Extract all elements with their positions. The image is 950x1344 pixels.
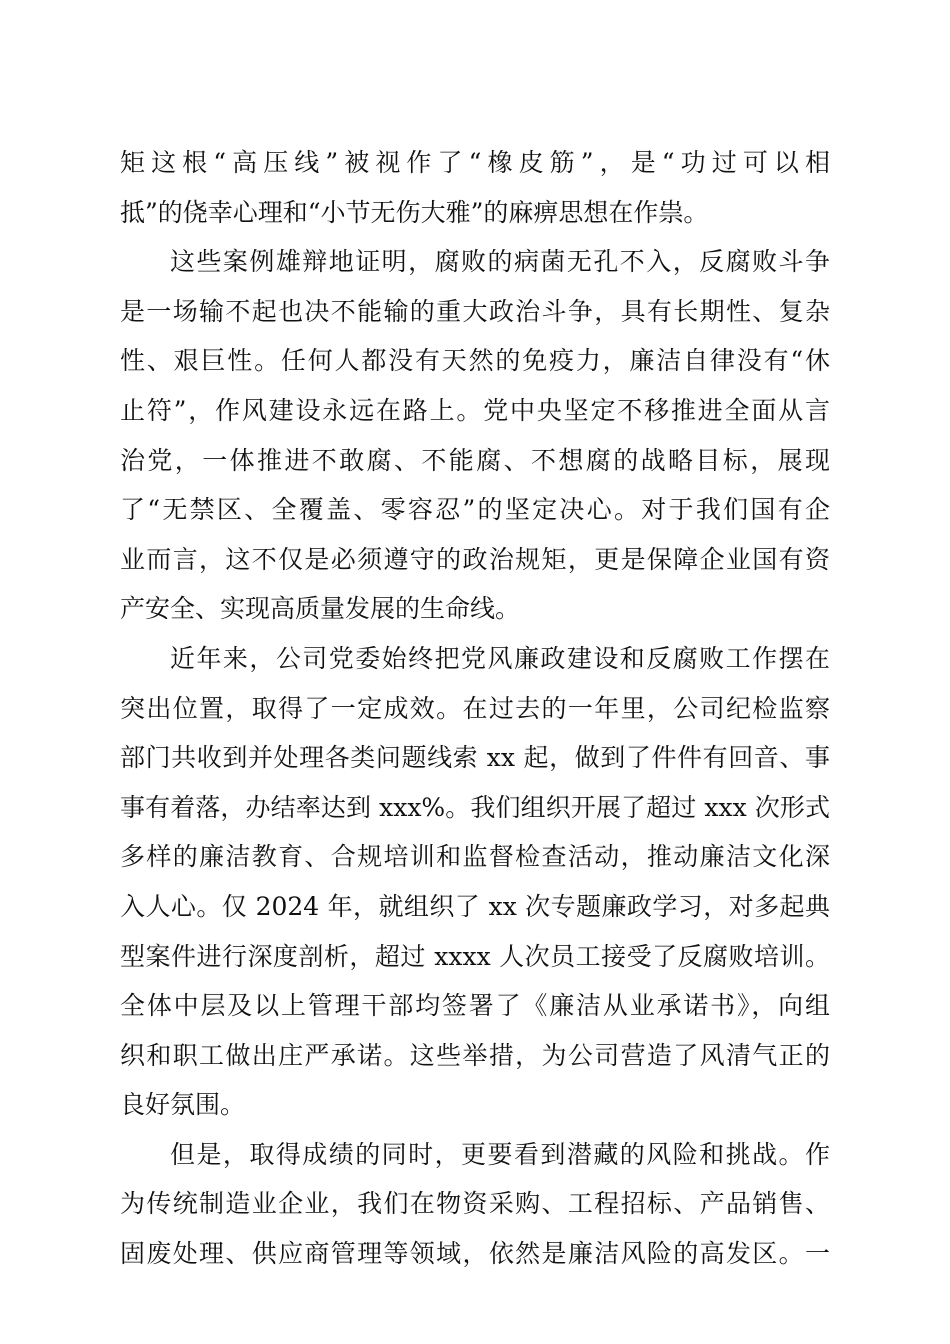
text-line: 多样的廉洁教育、合规培训和监督检查活动，推动廉洁文化深: [120, 842, 830, 872]
text-line: 抵”的侥幸心理和“小节无伤大雅”的麻痹思想在作祟。: [120, 197, 709, 227]
text-line: 入人心。仅 2024 年，就组织了 xx 次专题廉政学习，对多起典: [120, 891, 830, 921]
text-line: 全体中层及以上管理干部均签署了《廉洁从业承诺书》，向组: [120, 991, 830, 1021]
text-line: 矩这根“高压线”被视作了“橡皮筋”，是“功过可以相: [120, 148, 830, 177]
text-line: 是一场输不起也决不能输的重大政治斗争，具有长期性、复杂: [120, 296, 830, 326]
paragraph-3: [120, 634, 830, 1130]
text-line: 产安全、实现高质量发展的生命线。: [120, 594, 521, 624]
text-line: 良好氛围。: [120, 1090, 246, 1120]
text-line: 性、艰巨性。任何人都没有天然的免疫力，廉洁自律没有“休: [120, 346, 830, 376]
paragraph-4: [120, 1130, 830, 1279]
text-line: 但是，取得成绩的同时，更要看到潜藏的风险和挑战。作: [170, 1139, 830, 1169]
text-line: 这些案例雄辩地证明，腐败的病菌无孔不入，反腐败斗争: [170, 247, 830, 277]
text-line: 突出位置，取得了一定成效。在过去的一年里，公司纪检监察: [120, 693, 830, 723]
text-line: 织和职工做出庄严承诺。这些举措，为公司营造了风清气正的: [120, 1040, 830, 1070]
document-body: [120, 138, 830, 1279]
paragraph-1: [120, 138, 830, 237]
text-line: 部门共收到并处理各类问题线索 xx 起，做到了件件有回音、事: [120, 743, 830, 773]
text-line: 止符”，作风建设永远在路上。党中央坚定不移推进全面从言: [120, 395, 830, 425]
text-line: 业而言，这不仅是必须遵守的政治规矩，更是保障企业国有资: [120, 544, 830, 574]
text-line: 固废处理、供应商管理等领域，依然是廉洁风险的高发区。一: [120, 1239, 830, 1269]
text-line: 近年来，公司党委始终把党风廉政建设和反腐败工作摆在: [170, 643, 830, 673]
paragraph-2: [120, 237, 830, 634]
text-line: 治党，一体推进不敢腐、不能腐、不想腐的战略目标，展现: [120, 445, 830, 475]
text-line: 型案件进行深度剖析，超过 xxxx 人次员工接受了反腐败培训。: [120, 941, 830, 971]
text-line: 为传统制造业企业，我们在物资采购、工程招标、产品销售、: [120, 1189, 830, 1219]
text-line: 事有着落，办结率达到 xxx%。我们组织开展了超过 xxx 次形式: [120, 792, 830, 822]
text-line: 了“无禁区、全覆盖、零容忍”的坚定决心。对于我们国有企: [120, 495, 830, 525]
